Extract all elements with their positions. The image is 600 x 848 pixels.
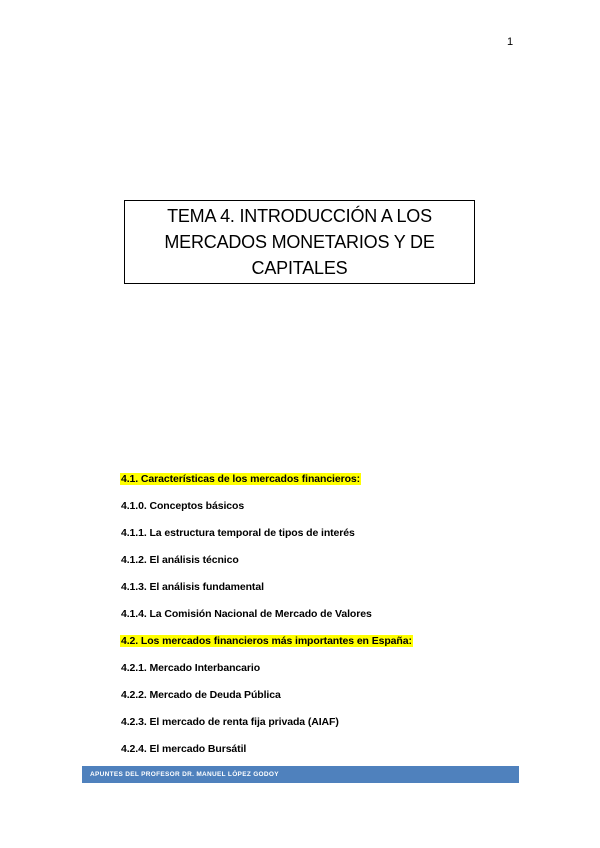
toc-item-4-2 xyxy=(120,632,520,659)
toc-item-4-1-1 xyxy=(120,524,520,551)
toc-item-label: 4.1.3. El análisis fundamental xyxy=(121,581,264,593)
toc-item-4-1-0 xyxy=(120,497,520,524)
table-of-contents xyxy=(120,470,520,767)
toc-item-4-2-3 xyxy=(120,713,520,740)
toc-item-label: 4.2.1. Mercado Interbancario xyxy=(121,662,261,674)
toc-item-label: 4.2.2. Mercado de Deuda Pública xyxy=(121,689,281,701)
toc-item-4-1-3 xyxy=(120,578,520,605)
toc-item-label: 4.1.1. La estructura temporal de tipos de interés xyxy=(121,527,355,539)
document-title: TEMA 4. INTRODUCCIÓN A LOS MERCADOS MONETARIOS Y DE CAPITALES xyxy=(164,206,435,278)
toc-item-label: 4.1.2. El análisis técnico xyxy=(121,554,239,566)
toc-item-label: 4.2. Los mercados financieros más importantes en España: xyxy=(121,635,412,647)
toc-item-4-1-4 xyxy=(120,605,520,632)
toc-item-4-2-1 xyxy=(120,659,520,686)
toc-item-label: 4.2.3. El mercado de renta fija privada (AIAF) xyxy=(121,716,339,728)
toc-item-label: 4.1.0. Conceptos básicos xyxy=(121,500,245,512)
toc-item-label: 4.2.4. El mercado Bursátil xyxy=(121,743,247,755)
toc-item-label: 4.1.4. La Comisión Nacional de Mercado de Valores xyxy=(121,608,372,620)
page-number: 1 xyxy=(506,36,514,48)
toc-item-4-2-2 xyxy=(120,686,520,713)
toc-item-label: 4.1. Características de los mercados financieros: xyxy=(121,473,361,485)
toc-item-4-1 xyxy=(120,470,520,497)
toc-item-4-2-4 xyxy=(120,740,520,767)
toc-item-4-1-2 xyxy=(120,551,520,578)
title-box xyxy=(124,200,475,284)
footer-bar: APUNTES DEL PROFESOR DR. MANUEL LÓPEZ GODOY xyxy=(82,766,519,783)
